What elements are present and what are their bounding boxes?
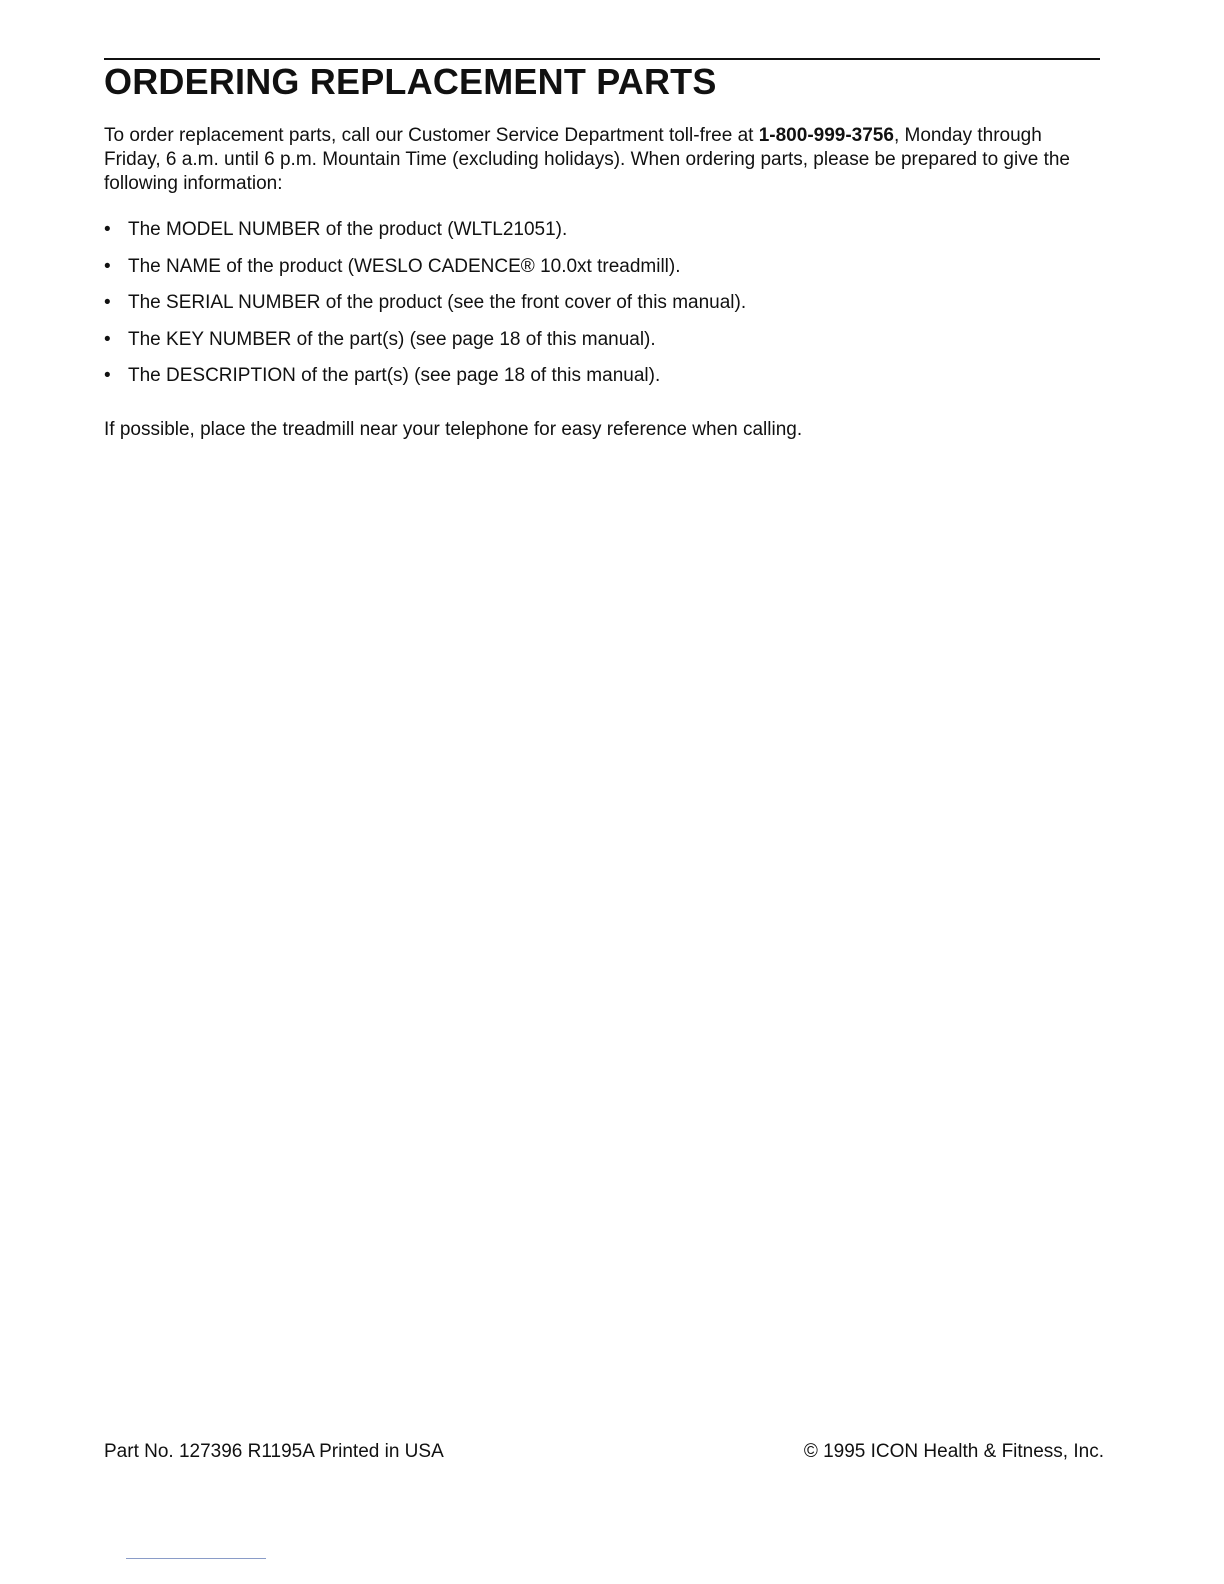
list-item-text: The NAME of the product (WESLO CADENCE® 10.0xt treadmill). [128,255,681,277]
list-item-serial-number [104,291,1100,315]
page-title: ORDERING REPLACEMENT PARTS [104,61,717,102]
list-item-product-name [104,255,1100,279]
bullet-icon: • [104,365,111,386]
list-item-text: The MODEL NUMBER of the product (WLTL21051). [128,219,568,240]
list-item-key-number [104,328,1100,352]
bullet-icon: • [104,255,111,277]
intro-text-start: To order replacement parts, call our Customer Service Department toll-free at [104,125,759,146]
closing-paragraph: If possible, place the treadmill near your telephone for easy reference when calling. [104,419,803,440]
bottom-rule [126,1558,266,1559]
list-item-text: The KEY NUMBER of the part(s) (see page 18 of this manual). [128,328,656,350]
phone-number: 1-800-999-3756 [758,125,894,146]
bullet-icon: • [104,328,111,350]
list-item-text: The DESCRIPTION of the part(s) (see page 18 of this manual). [128,365,661,386]
footer-part-number: Part No. 127396 R1195A Printed in USA [104,1441,444,1462]
list-item-text: The SERIAL NUMBER of the product (see the front cover of this manual). [128,292,747,313]
bullet-icon: • [104,292,111,313]
intro-paragraph [104,124,1100,196]
intro-text-end: , Monday through Friday, 6 a.m. until 6 p.m. Mountain Time (excluding holidays). When ordering parts, please be prepared to give the following information: [104,125,1070,194]
list-item-description [104,364,1100,388]
required-info-list [104,218,1100,401]
footer-copyright: © 1995 ICON Health & Fitness, Inc. [803,1441,1104,1462]
list-item-model-number [104,218,1100,242]
bullet-icon: • [104,219,111,240]
